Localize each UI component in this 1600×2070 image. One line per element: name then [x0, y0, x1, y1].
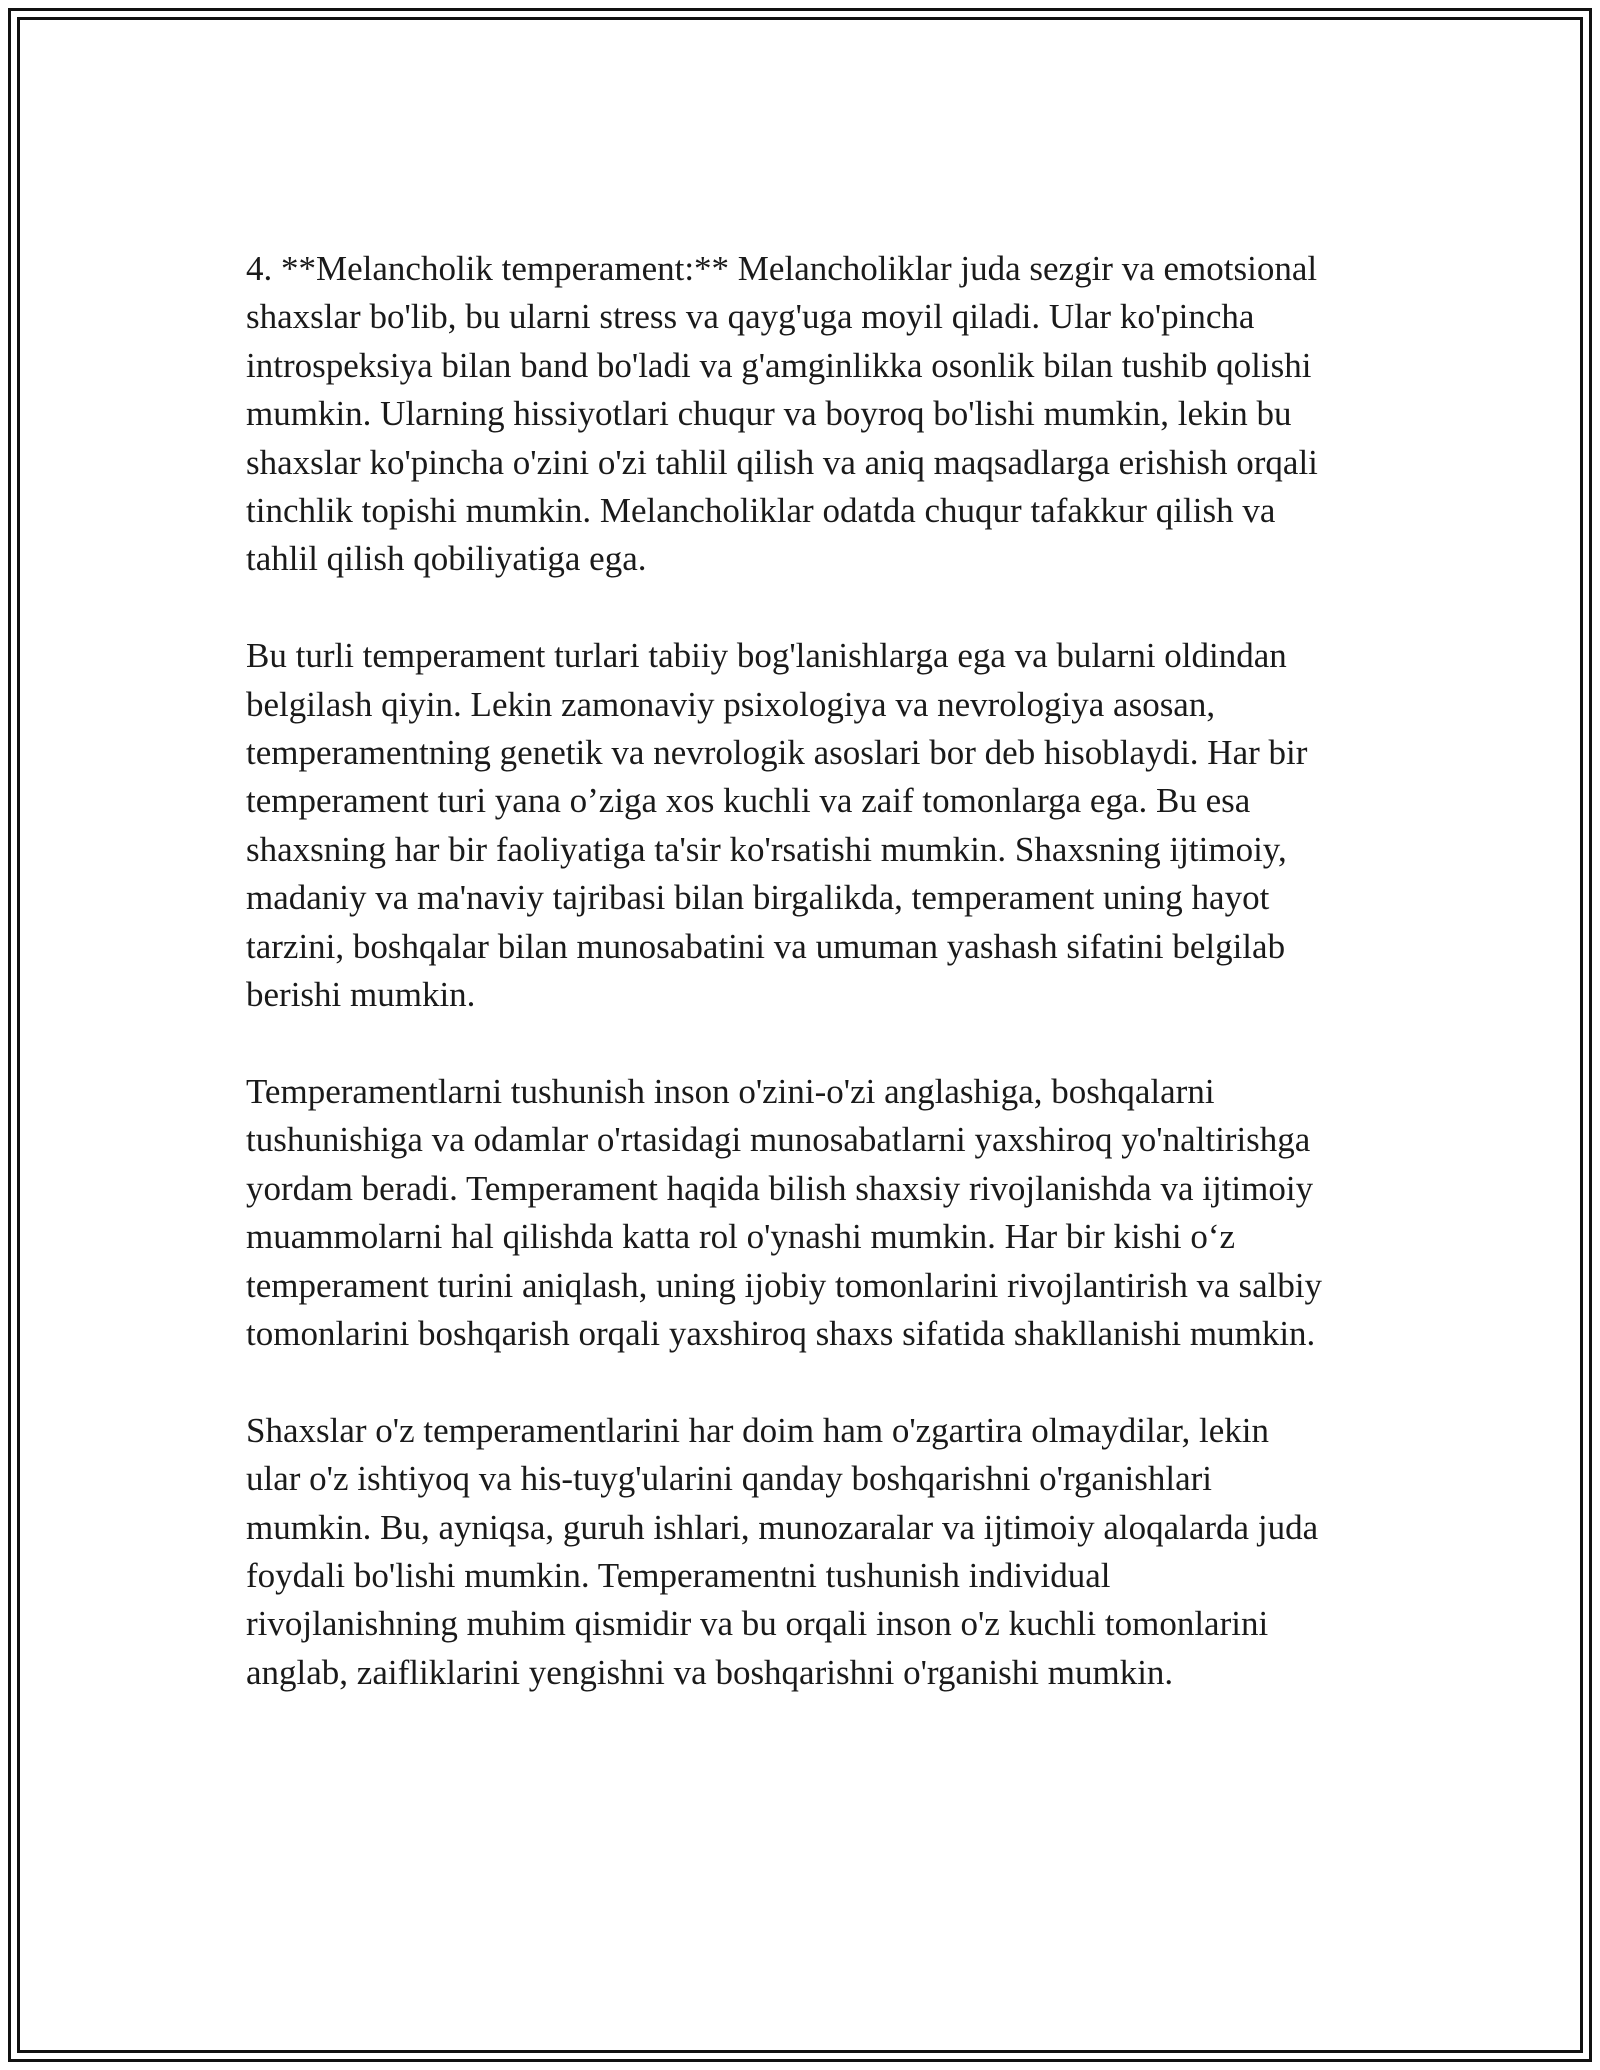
text-line: mumkin. Bu, ayniqsa, guruh ishlari, munozaralar va ijtimoiy aloqalarda juda [246, 1507, 1319, 1547]
text-line: shaxslar bo'lib, bu ularni stress va qayg'uga moyil qiladi. Ular ko'pincha [246, 297, 1255, 337]
text-line: temperament turi yana o’ziga xos kuchli va zaif tomonlarga ega. Bu esa [246, 781, 1251, 821]
text-line: muammolarni hal qilishda katta rol o'ynashi mumkin. Har bir kishi o‘z [246, 1217, 1236, 1257]
text-line: introspeksiya bilan band bo'ladi va g'amginlikka osonlik bilan tushib qolishi [246, 345, 1312, 385]
text-line: anglab, zaifliklarini yengishni va boshqarishni o'rganishi mumkin. [246, 1652, 1174, 1692]
text-line: tarzini, boshqalar bilan munosabatini va umuman yashash sifatini belgilab [246, 926, 1286, 966]
text-line: Shaxslar o'z temperamentlarini har doim ham o'zgartira olmaydilar, lekin [246, 1410, 1269, 1450]
paragraph-melancholic [246, 245, 1396, 584]
page-frame [8, 8, 1592, 2062]
text-line: tahlil qilish qobiliyatiga ega. [246, 539, 647, 579]
text-line: Temperamentlarni tushunish inson o'zini-o'zi anglashiga, boshqalarni [246, 1071, 1215, 1111]
text-line: shaxsning har bir faoliyatiga ta'sir ko'rsatishi mumkin. Shaxsning ijtimoiy, [246, 829, 1287, 869]
text-line: yordam beradi. Temperament haqida bilish shaxsiy rivojlanishda va ijtimoiy [246, 1168, 1314, 1208]
text-line: 4. **Melancholik temperament:** Melancholiklar juda sezgir va emotsional [246, 249, 1318, 288]
text-line: temperamentning genetik va nevrologik asoslari bor deb hisoblaydi. Har bir [246, 733, 1308, 773]
text-line: madaniy va ma'naviy tajribasi bilan birgalikda, temperament uning hayot [246, 878, 1270, 918]
text-line: tushunishiga va odamlar o'rtasidagi munosabatlarni yaxshiroq yo'naltirishga [246, 1120, 1311, 1160]
text-line: mumkin. Ularning hissiyotlari chuqur va boyroq bo'lishi mumkin, lekin bu [246, 394, 1292, 434]
text-line: ular o'z ishtiyoq va his-tuyg'ularini qanday boshqarishni o'rganishlari [246, 1459, 1213, 1499]
text-line: berishi mumkin. [246, 975, 476, 1015]
paragraph-temperament-types [246, 632, 1396, 1019]
text-line: foydali bo'lishi mumkin. Temperamentni tushunish individual [246, 1555, 1111, 1595]
text-line: tomonlarini boshqarish orqali yaxshiroq shaxs sifatida shakllanishi mumkin. [246, 1313, 1316, 1353]
document-body [246, 245, 1396, 1697]
text-line: Bu turli temperament turlari tabiiy bog'lanishlarga ega va bularni oldindan [246, 636, 1287, 676]
text-line: temperament turini aniqlash, uning ijobiy tomonlarini rivojlantirish va salbiy [246, 1265, 1323, 1305]
text-line: tinchlik topishi mumkin. Melancholiklar odatda chuqur tafakkur qilish va [246, 491, 1276, 531]
paragraph-understanding [246, 1068, 1396, 1358]
text-line: belgilash qiyin. Lekin zamonaviy psixologiya va nevrologiya asosan, [246, 684, 1216, 724]
text-line: shaxslar ko'pincha o'zini o'zi tahlil qilish va aniq maqsadlarga erishish orqali [246, 442, 1318, 482]
text-line: rivojlanishning muhim qismidir va bu orqali inson o'z kuchli tomonlarini [246, 1604, 1269, 1644]
paragraph-conclusion [246, 1407, 1396, 1697]
